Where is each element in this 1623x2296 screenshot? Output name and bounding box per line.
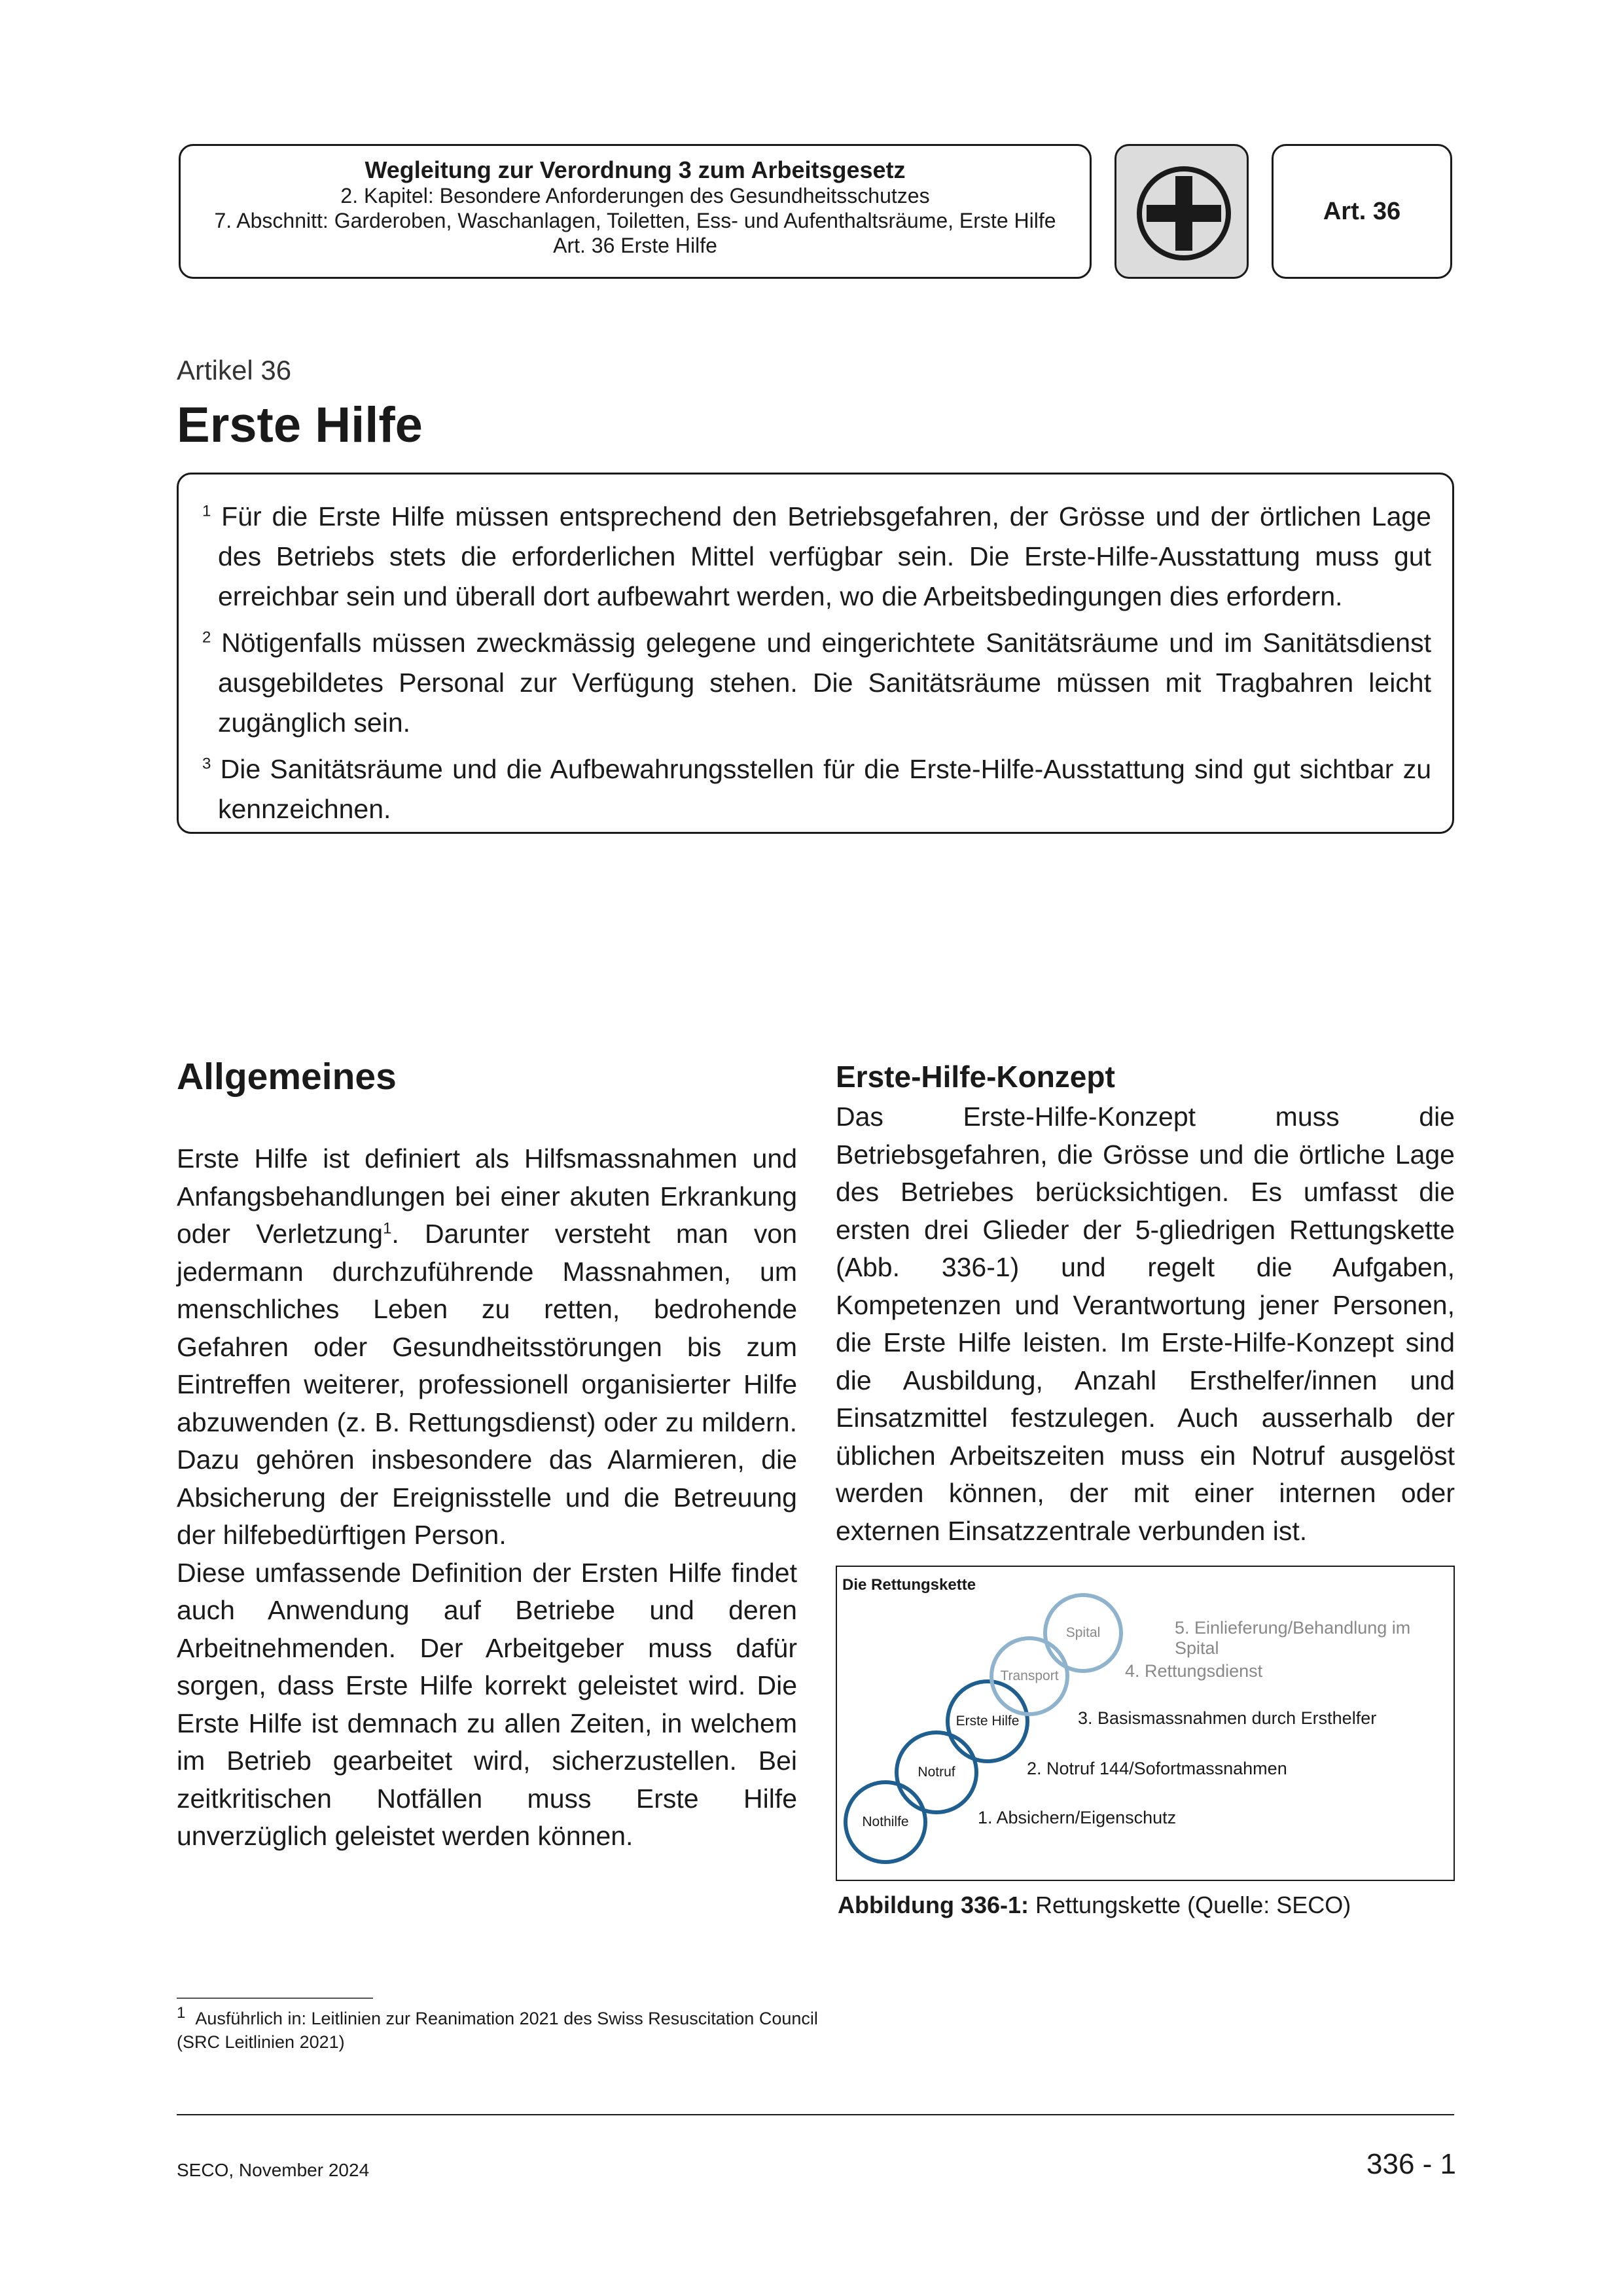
paragraph-text: Die Sanitätsräume und die Aufbewahrungsstellen für die Erste-Hilfe-Ausstattung sind gut sichtbar zu kennzeichnen. [218,754,1431,824]
first-aid-cross-icon [1135,164,1233,262]
paragraph-number: 1 [202,502,211,520]
chain-step-label: 1. Absichern/Eigenschutz [978,1808,1177,1827]
chain-link-circle: Spital [1043,1593,1123,1673]
figure-title: Die Rettungskette [842,1576,976,1594]
chain-link-circle: Erste Hilfe [946,1679,1029,1763]
paragraph-number: 2 [202,628,211,647]
article-title: Erste Hilfe [177,397,423,453]
chain-link-circle: Nothilfe [844,1780,927,1864]
footnote-number: 1 [177,2004,186,2022]
chain-link-circle: Notruf [895,1731,978,1814]
chain-step-label: 4. Rettungsdienst [1125,1661,1263,1681]
chain-step-label: 3. Basismassnahmen durch Ersthelfer [1078,1708,1377,1728]
chain-step-label: 5. Einlieferung/Behandlung im Spital [1175,1618,1411,1658]
header-article: Art. 36 Erste Hilfe [553,233,717,257]
article-tab [1272,144,1452,279]
chain-link-circle: Transport [990,1636,1069,1716]
body-paragraph: Das Erste-Hilfe-Konzept muss die Betriebsgefahren, die Grösse und die örtliche Lage des Betriebes berücksichtigen. Es umfasst die ersten drei Glieder der 5-gliedrigen Rettungskette (Abb. 336-1) und regelt die Aufgaben, Kompetenzen und Verantwortung jener Personen, die Erste Hilfe leisten. Im Erste-Hilfe-Konzept sind die Ausbildung, Anzahl Ersthelfer/innen und Einsatzmittel festzulegen. Auch ausserhalb der üblichen Arbeitszeiten muss ein Notruf ausgelöst werden können, der mit einer internen oder externen Einsatzzentrale verbunden ist. [836,1102,1455,1546]
section-heading-konzept: Erste-Hilfe-Konzept [836,1060,1115,1094]
paragraph-text: Für die Erste Hilfe müssen entsprechend den Betriebsgefahren, der Grösse und der örtlichen Lage des Betriebs stets die erforderlichen Mittel verfügbar sein. Die Erste-Hilfe-Ausstattung muss gut erreichbar sein und überall dort aufbewahrt werden, wo die Arbeitsbedingungen dies erfordern. [218,501,1431,611]
article-tab-label: Art. 36 [1323,197,1401,225]
footer-divider [177,2114,1454,2115]
header-title: Wegleitung zur Verordnung 3 zum Arbeitsgesetz [365,156,906,183]
header-section: 7. Abschnitt: Garderoben, Waschanlagen, Toiletten, Ess- und Aufenthaltsräume, Erste Hilfe [214,209,1056,233]
caption-text: Rettungskette (Quelle: SECO) [1035,1892,1351,1918]
chain-step-label: 2. Notruf 144/Sofortmassnahmen [1027,1759,1287,1778]
footnote-reference: 1 [383,1219,392,1238]
law-text-box [177,473,1454,834]
footnote [177,2004,831,2054]
right-column [836,1098,1455,1550]
page-number: 336 - 1 [1366,2148,1456,2180]
caption-label: Abbildung 336-1: [838,1892,1029,1918]
footnote-divider [177,1998,373,1999]
figure-caption [838,1892,1351,1919]
body-text: Erste Hilfe ist definiert als Hilfsmassnahmen und Anfangsbehandlungen bei einer akuten Erkrankung oder Verletzung [177,1143,797,1249]
first-aid-icon-box [1115,144,1249,279]
body-paragraph [177,1140,797,1554]
paragraph-number: 3 [202,755,211,773]
law-paragraph [202,623,1431,743]
rettungskette-figure [836,1566,1455,1881]
body-paragraph: Diese umfassende Definition der Ersten Hilfe findet auch Anwendung auf Betriebe und deren Arbeitnehmenden. Der Arbeitgeber muss dafür sorgen, dass Erste Hilfe korrekt geleistet wird. Die Erste Hilfe ist demnach zu allen Zeiten, in welchem im Betrieb gearbeitet wird, sicherzustellen. Bei zeitkritischen Notfällen muss Erste Hilfe unverzüglich geleistet werden können. [177,1557,797,1851]
law-paragraph [202,749,1431,829]
section-heading-allgemeines: Allgemeines [177,1056,397,1098]
header-chapter: 2. Kapitel: Besondere Anforderungen des Gesundheitsschutzes [340,184,930,208]
law-paragraph [202,497,1431,617]
document-header [179,144,1092,279]
paragraph-text: Nötigenfalls müssen zweckmässig gelegene und eingerichtete Sanitätsräume und im Sanitätsdienst ausgebildetes Personal zur Verfügung stehen. Die Sanitätsräume müssen mit Tragbahren leicht zugänglich sein. [218,628,1431,738]
footer-publisher: SECO, November 2024 [177,2160,370,2180]
footnote-text: Ausführlich in: Leitlinien zur Reanimation 2021 des Swiss Resuscitation Council (SRC Leitlinien 2021) [177,2009,818,2052]
article-label: Artikel 36 [177,355,292,386]
left-column [177,1140,797,1856]
body-text: . Darunter versteht man von jedermann durchzuführende Massnahmen, um menschliches Leben zu retten, bedrohende Gefahren oder Gesundheitsstörungen bis zum Eintreffen weiterer, professionell organisierter Hilfe abzuwenden (z. B. Rettungsdienst) oder zu mildern. Dazu gehören insbesondere das Alarmieren, die Absicherung der Ereignisstelle und die Betreuung der hilfebedürftigen Person. [177,1219,797,1550]
